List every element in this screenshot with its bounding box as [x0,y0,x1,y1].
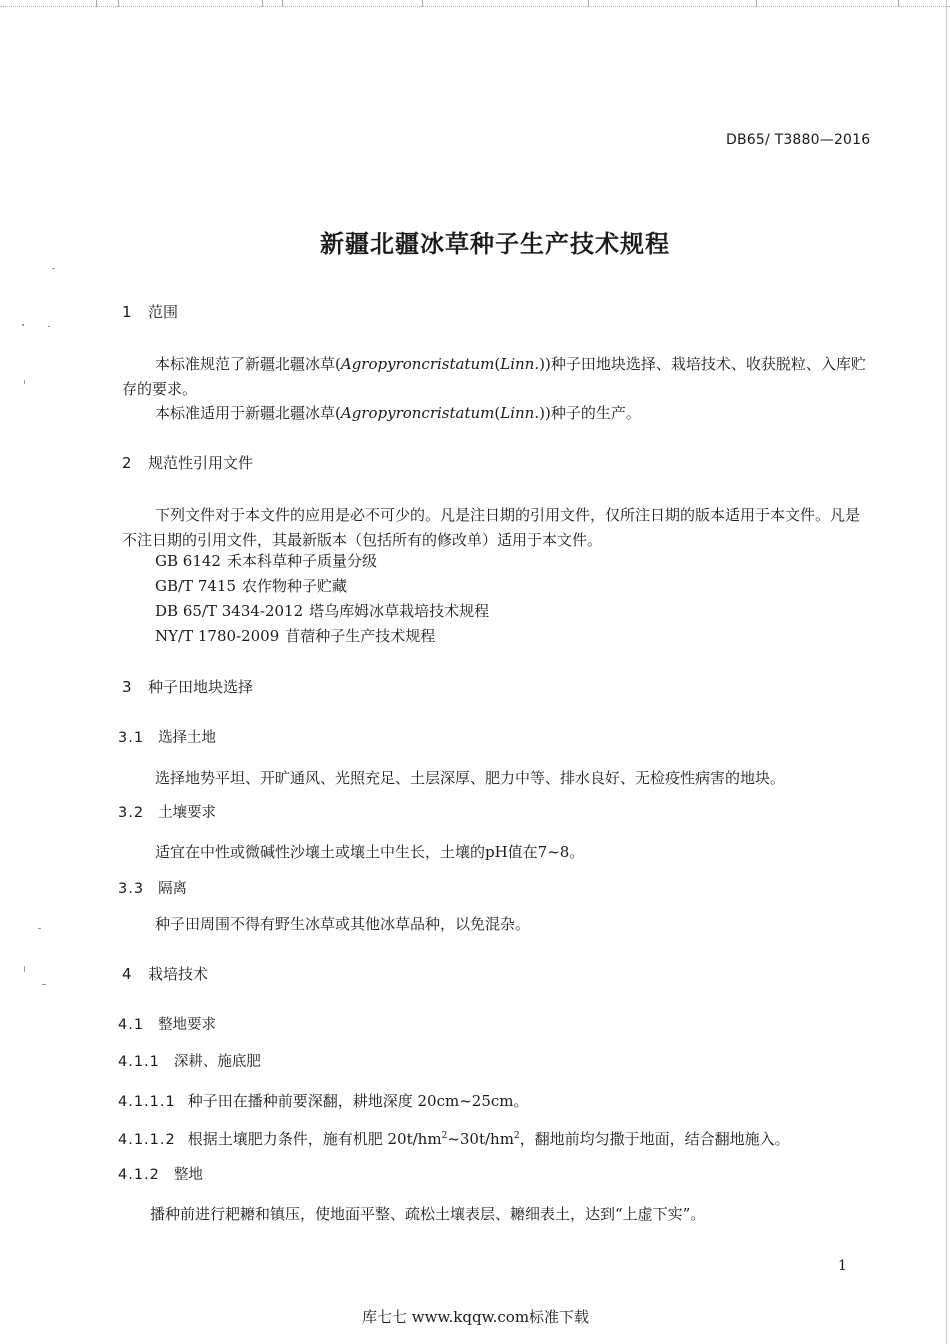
subsection-number: 4.1.2 [118,1167,160,1183]
scan-tick [756,0,757,7]
paragraph-scope-2 [155,402,641,423]
section-number: 2 [122,454,132,472]
scan-tick [118,0,119,7]
scan-border-right [946,0,947,1344]
subsection-title: 选择土地 [158,730,217,746]
section-number: 4 [122,965,132,983]
latin-author: Linn. [500,355,540,373]
latin-author: Linn. [500,404,540,422]
text-span: 本标准规范了新疆北疆冰草( [155,355,341,373]
text-span: ( [494,355,501,373]
scan-speck [24,380,25,384]
reference-item [155,575,347,596]
scan-tick [422,0,423,7]
subsection-number: 3.1 [118,730,145,746]
reference-name: 农作物种子贮藏 [242,577,348,595]
reference-item [155,625,435,646]
section-heading-2 [122,452,253,473]
subsection-number: 3.2 [118,805,145,821]
document-title: 新疆北疆冰草种子生产技术规程 [320,230,670,258]
footer-watermark: 库七七 www.kqqw.com标准下载 [362,1308,590,1326]
reference-code: DB 65/T 3434-2012 [155,602,304,620]
page-number: 1 [838,1258,847,1274]
scan-border-top [0,6,950,7]
clause-text: ，翻地前均匀撒于地面，结合翻地施入。 [519,1130,790,1148]
scan-speck [22,324,24,326]
text-span: ))种子的生产。 [539,404,641,422]
scan-speck [42,984,46,985]
paragraph-refs-intro: 下列文件对于本文件的应用是必不可少的。凡是注日期的引用文件，仅所注日期的版本适用于本文件。凡是不注日期的引用文件，其最新版本（包括所有的修改单）适用于本文件。 [122,506,861,549]
reference-item [155,600,489,621]
standard-code: DB65/ T3880—2016 [726,132,871,148]
latin-name: Agropyroncristatum [340,404,495,422]
paragraph-4-1-2: 播种前进行耙耱和镇压，使地面平整、疏松土壤表层、耱细表土，达到“上虚下实”。 [150,1205,706,1223]
reference-code: NY/T 1780-2009 [155,627,280,645]
subsection-heading-3-3 [118,877,187,898]
section-title: 栽培技术 [148,965,209,983]
subsection-title: 整地要求 [158,1017,217,1033]
paragraph-3-1: 选择地势平坦、开旷通风、光照充足、土层深厚、肥力中等、排水良好、无检疫性病害的地块。 [155,769,786,787]
scan-speck [38,928,41,929]
section-number: 3 [122,678,132,696]
scan-speck [52,268,55,269]
subsection-number: 3.3 [118,881,145,897]
subsection-title: 整地 [173,1167,203,1183]
paragraph-scope-1 [122,352,867,402]
clause-number: 4.1.1.1 [118,1094,176,1110]
section-heading-1 [122,301,178,322]
subsection-number: 4.1.1 [118,1054,160,1070]
section-title: 种子田地块选择 [148,678,254,696]
superscript: 2 [513,1131,520,1141]
text-span: ))种子田地块选择、栽培技术、收获脱粒、入库贮存的要求。 [122,355,866,398]
subsection-title: 深耕、施底肥 [173,1054,261,1070]
reference-code: GB 6142 [155,552,221,570]
paragraph-3-3: 种子田周围不得有野生冰草或其他冰草品种，以免混杂。 [155,915,531,933]
reference-name: 塔乌库姆冰草栽培技术规程 [309,602,490,620]
subsection-title: 土壤要求 [158,805,217,821]
latin-name: Agropyroncristatum [340,355,495,373]
reference-item [155,550,377,571]
text-span: 本标准适用于新疆北疆冰草( [155,404,341,422]
clause-4-1-1-2 [118,1128,790,1149]
section-title: 范围 [148,303,179,321]
section-heading-3 [122,676,253,697]
scan-tick [282,0,283,7]
text-span: ( [494,404,501,422]
scan-tick [588,0,589,7]
scan-tick [898,0,899,7]
subsection-title: 隔离 [158,881,188,897]
clause-text: 种子田在播种前要深翻，耕地深度 20cm~25cm。 [187,1092,529,1110]
superscript: 2 [441,1131,448,1141]
subsection-heading-3-2 [118,801,216,822]
clause-number: 4.1.1.2 [118,1132,176,1148]
subsection-heading-4-1-1 [118,1050,261,1071]
scan-tick [96,0,97,7]
clause-4-1-1-1 [118,1090,529,1111]
section-heading-4 [122,963,208,984]
section-number: 1 [122,303,132,321]
reference-name: 苜蓿种子生产技术规程 [285,627,436,645]
reference-code: GB/T 7415 [155,577,237,595]
scan-speck [24,966,25,972]
subsection-number: 4.1 [118,1017,145,1033]
subsection-heading-3-1 [118,726,216,747]
subsection-heading-4-1-2 [118,1163,203,1184]
paragraph-3-2: 适宜在中性或微碱性沙壤土或壤土中生长，土壤的pH值在7~8。 [155,843,585,861]
subsection-heading-4-1 [118,1013,216,1034]
scan-tick [262,0,263,7]
clause-text: 根据土壤肥力条件，施有机肥 20t/hm [187,1130,442,1148]
scan-speck [48,326,50,327]
reference-name: 禾本科草种子质量分级 [226,552,377,570]
clause-text: ~30t/hm [447,1130,514,1148]
section-title: 规范性引用文件 [148,454,254,472]
